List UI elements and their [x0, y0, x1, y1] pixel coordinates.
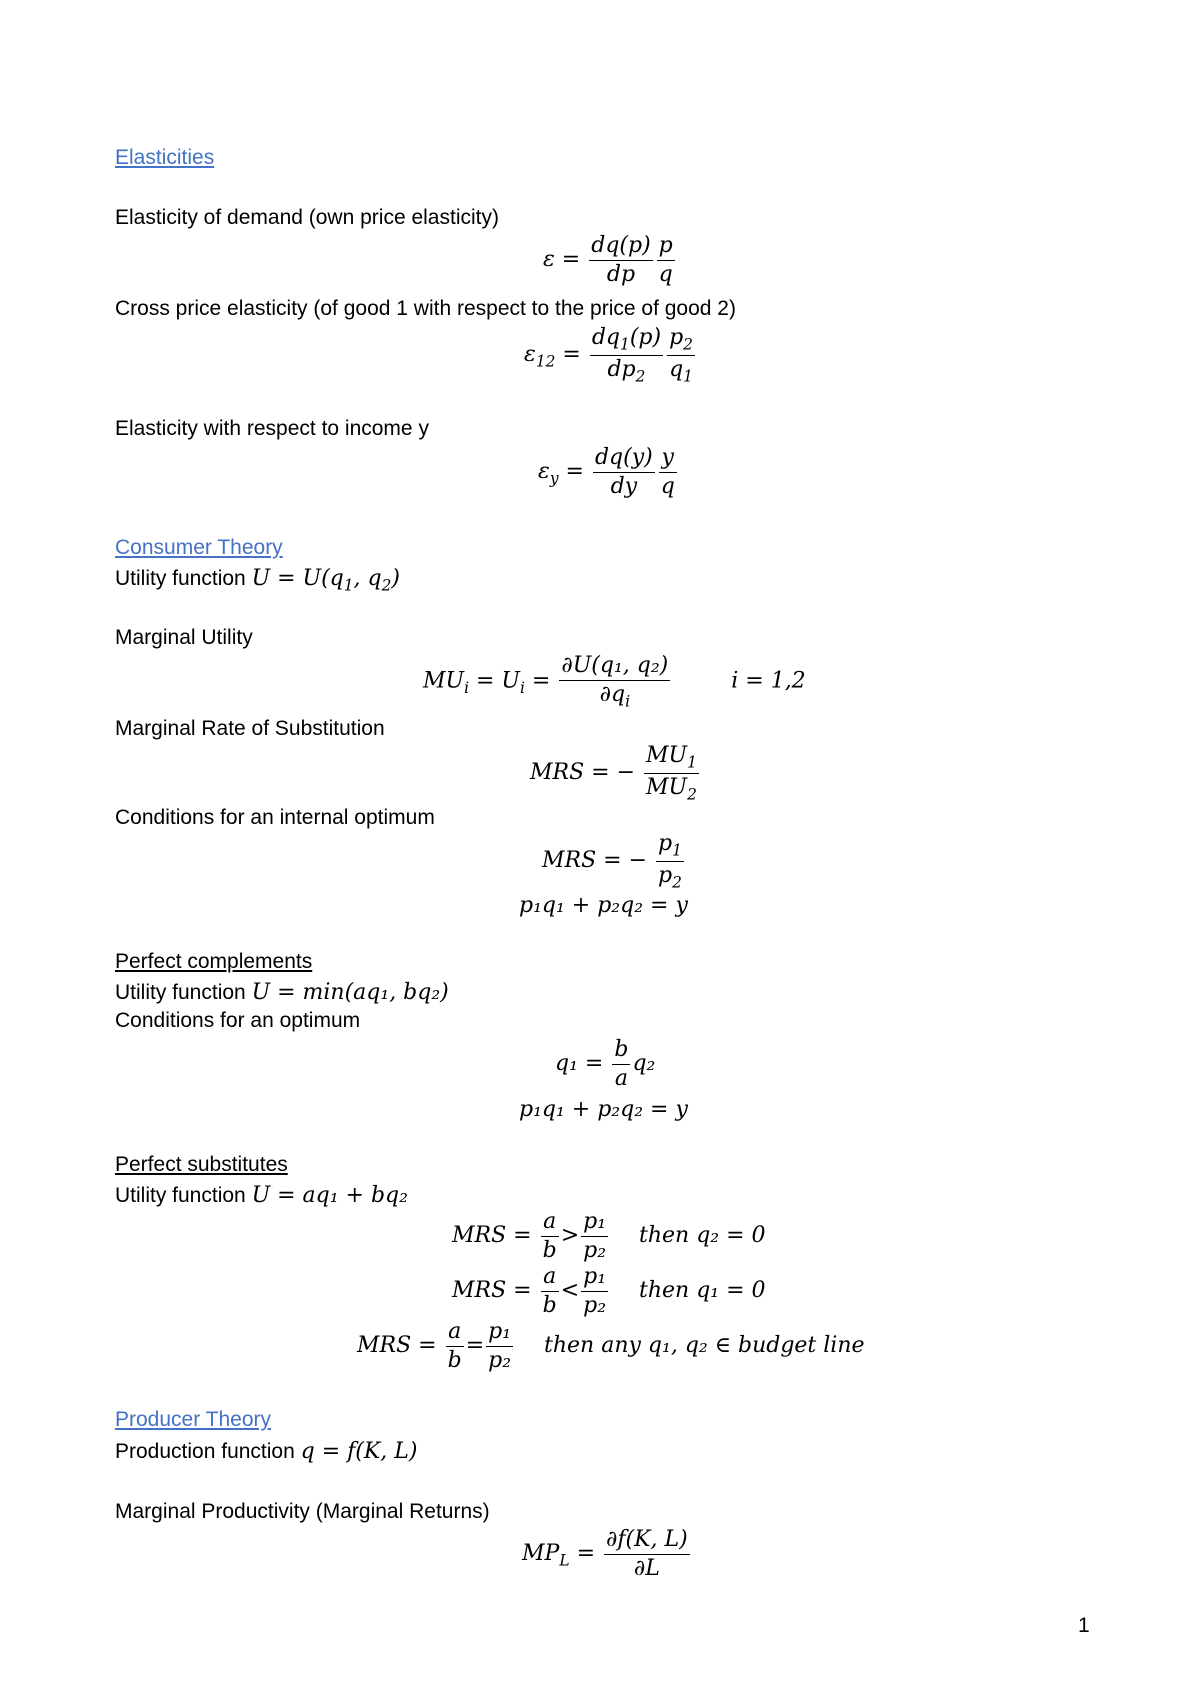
consumer-utility-line: Utility function $U = U(q_1$, $q_2$) — [115, 566, 400, 595]
complements-optimum-formula: q₁ = $\frac{b}{a}$ q₂ — [555, 1037, 656, 1091]
marginal-utility-formula: $MU_i = U_i$ = $\frac{\text{∂U(q₁, q₂)}}{\partial q_i}$ i = 1,2 — [423, 653, 806, 710]
substitutes-case-less: MRS = $\frac{a}{b}$ < $\frac{\text{p₁}}{\text{p₂}}$ then q₁ = 0 — [452, 1264, 766, 1318]
page-number: 1 — [1078, 1614, 1090, 1637]
cross-price-elasticity-label: Cross price elasticity (of good 1 with respect to the price of good 2) — [115, 297, 736, 320]
income-elasticity-label: Elasticity with respect to income y — [115, 417, 429, 440]
mrs-label: Marginal Rate of Substitution — [115, 717, 385, 740]
heading-consumer-theory: Consumer Theory — [115, 536, 283, 559]
heading-perfect-substitutes: Perfect substitutes — [115, 1153, 288, 1176]
substitutes-case-greater: MRS = $\frac{a}{b}$ > $\frac{\text{p₁}}{\text{p₂}}$ then q₂ = 0 — [452, 1209, 766, 1263]
marginal-productivity-label: Marginal Productivity (Marginal Returns) — [115, 1500, 490, 1523]
own-price-elasticity-formula: ε = $\frac{dq(p)}{dp}$ $\frac{p}{q}$ — [543, 233, 673, 287]
marginal-productivity-formula: $MP_L$ = $\frac{\partial f(K, L)}{\partial L}$ — [522, 1527, 688, 1581]
production-function-line: Production function q = f(K, L) — [115, 1439, 418, 1464]
mrs-formula: MRS = − $\frac{MU_1}{MU_2}$ — [530, 743, 697, 804]
heading-producer-theory: Producer Theory — [115, 1408, 272, 1431]
substitutes-utility-line: Utility function U = aq₁ + bq₂ — [115, 1183, 408, 1208]
substitutes-case-equal: MRS = $\frac{a}{b}$ = $\frac{\text{p₁}}{\text{p₂}}$ then any q₁, q₂ ∈ budget line — [357, 1319, 865, 1373]
heading-perfect-complements: Perfect complements — [115, 950, 313, 973]
complements-conditions-label: Conditions for an optimum — [115, 1009, 361, 1032]
internal-optimum-mrs-formula: MRS = − $\frac{p_1}{p_2}$ — [542, 831, 682, 892]
marginal-utility-label: Marginal Utility — [115, 626, 253, 649]
complements-utility-line: Utility function U = min(aq₁, bq₂) — [115, 980, 449, 1005]
complements-budget-formula: p₁q₁ + p₂q₂ = y — [519, 1097, 688, 1122]
cross-price-elasticity-formula: $\varepsilon_{12}$ = $\frac{dq_1(p)}{dp_2}$ $\frac{p_2}{q_1}$ — [524, 325, 693, 386]
budget-constraint-formula: p₁q₁ + p₂q₂ = y — [519, 893, 688, 918]
own-price-elasticity-label: Elasticity of demand (own price elasticity) — [115, 206, 499, 229]
income-elasticity-formula: $\varepsilon_y$ = $\frac{dq(y)}{dy}$ $\frac{y}{q}$ — [538, 445, 675, 499]
internal-optimum-label: Conditions for an internal optimum — [115, 806, 435, 829]
heading-elasticities: Elasticities — [115, 146, 215, 169]
